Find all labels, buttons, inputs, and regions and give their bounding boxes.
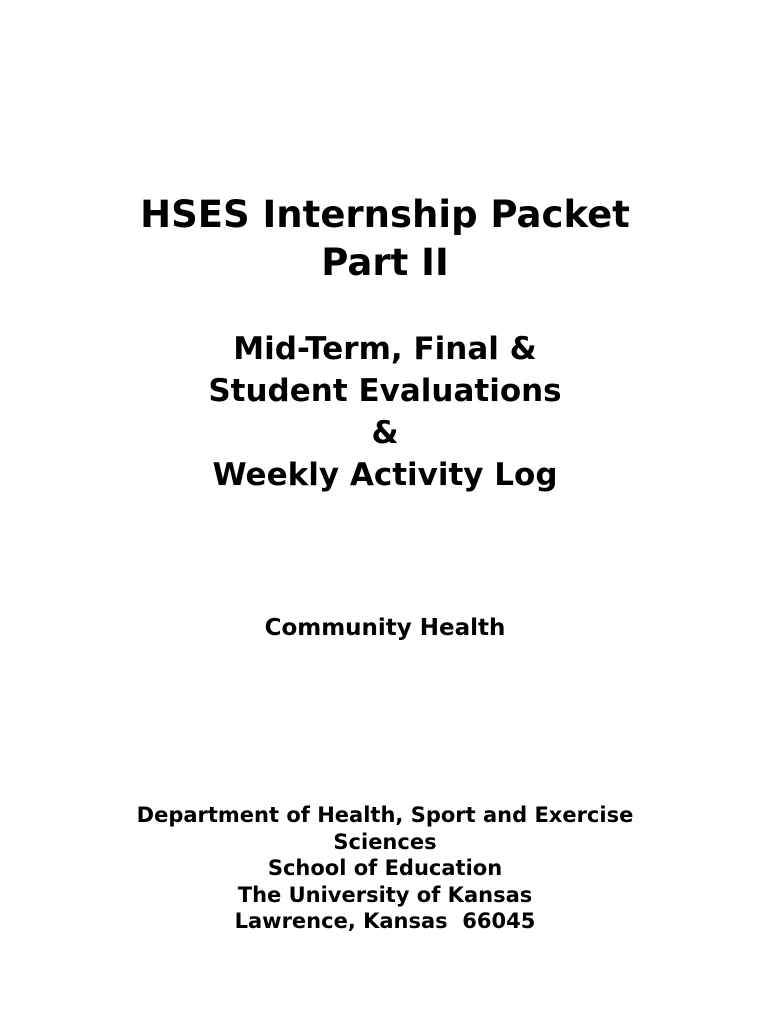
program-name [0, 612, 770, 644]
packet-subtitle-line-3: & [371, 415, 399, 451]
packet-title-line-1: HSES Internship Packet [140, 193, 630, 236]
packet-title [0, 191, 770, 287]
institution-line-5: Lawrence, Kansas 66045 [234, 909, 536, 933]
packet-subtitle-line-4: Weekly Activity Log [212, 457, 558, 493]
packet-title-line-2: Part II [321, 241, 449, 284]
packet-subtitle-line-1: Mid-Term, Final & [233, 331, 537, 367]
institution-address [0, 802, 770, 935]
institution-line-1: Department of Health, Sport and Exercise [136, 803, 634, 827]
institution-line-3: School of Education [267, 856, 503, 880]
program-name-text: Community Health [264, 615, 506, 641]
institution-line-2: Sciences [333, 829, 437, 854]
packet-subtitle-line-2: Student Evaluations [208, 373, 562, 409]
packet-subtitle [0, 328, 770, 496]
institution-line-4: The University of Kansas [237, 882, 533, 907]
